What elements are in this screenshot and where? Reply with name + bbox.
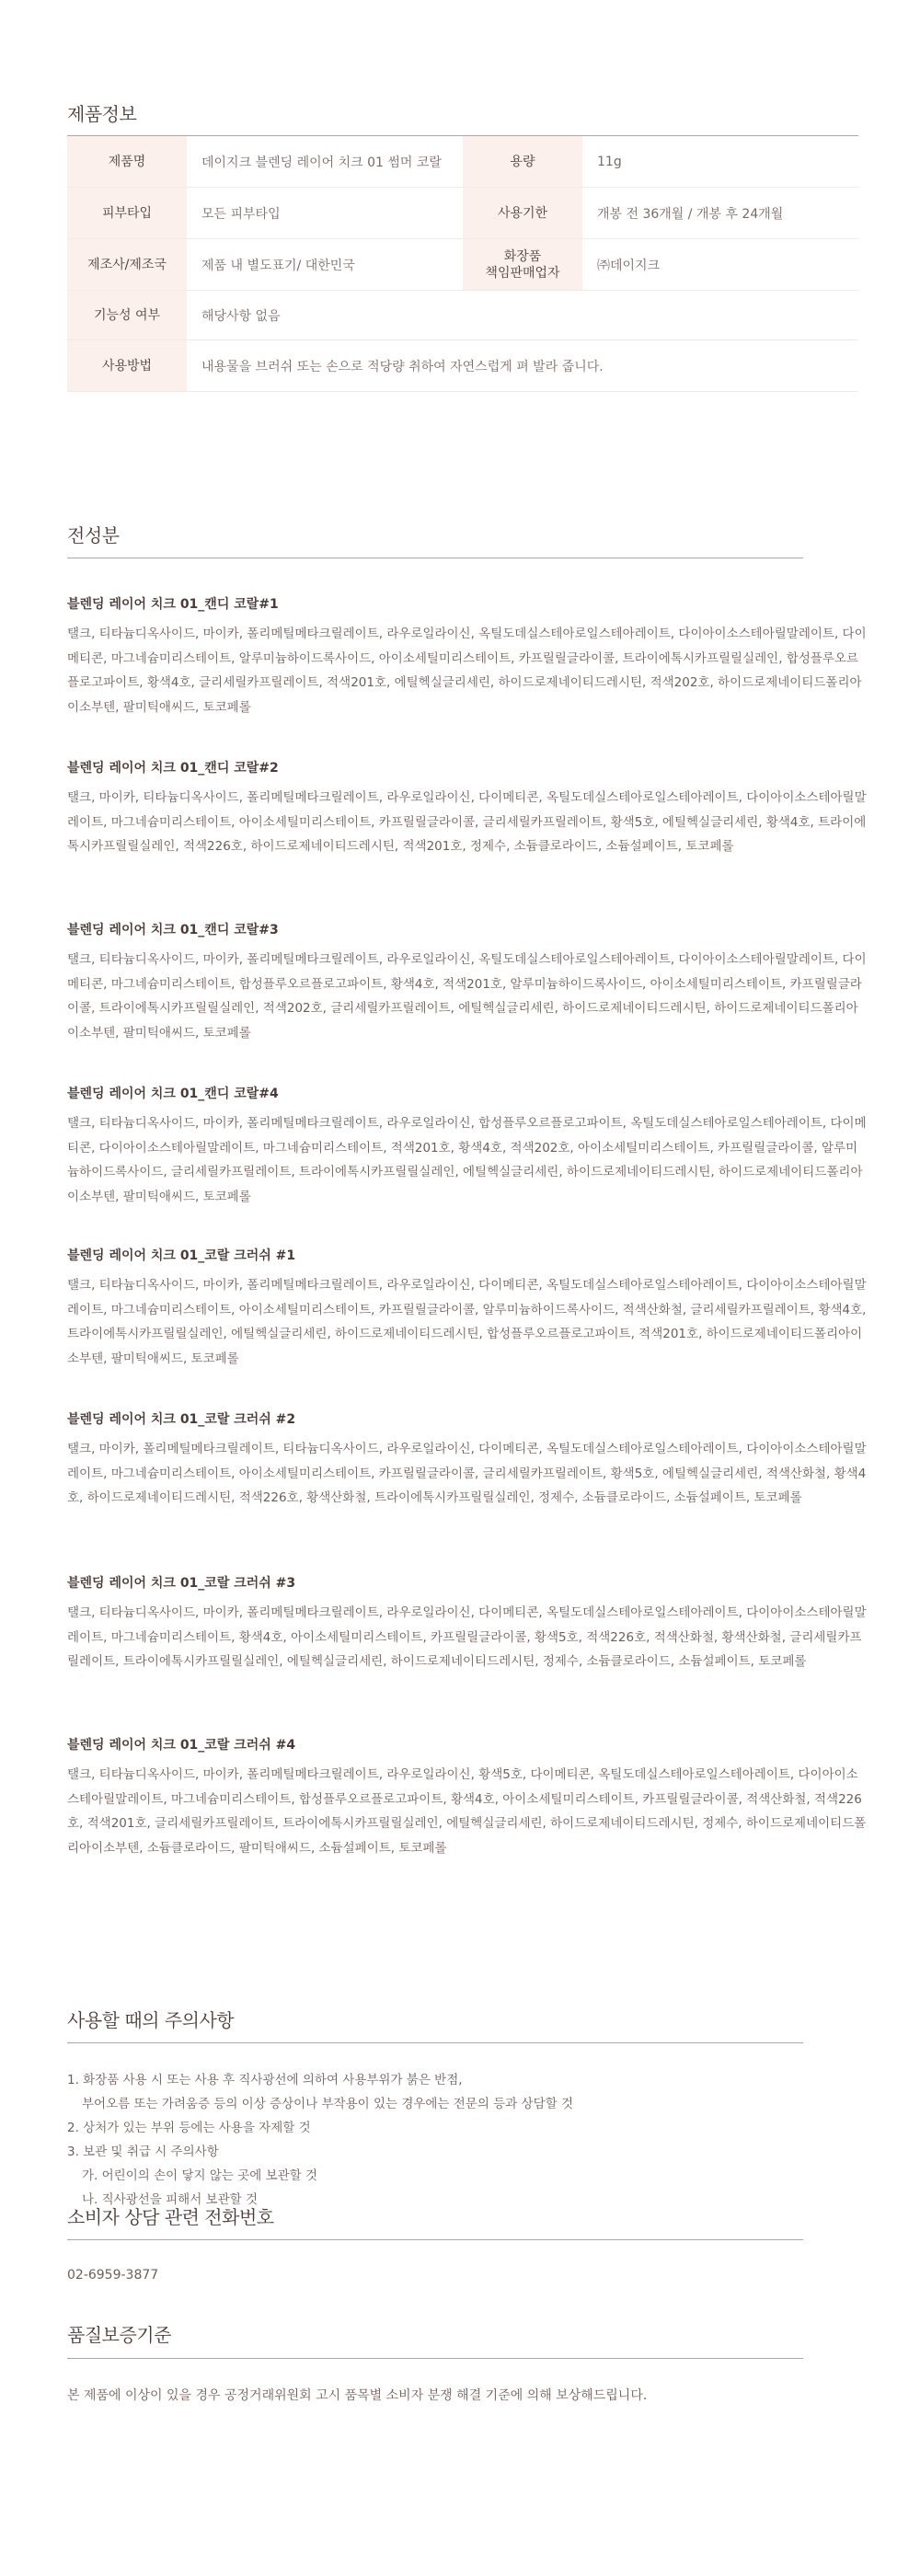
info-value: 해당사항 없음 — [201, 308, 281, 324]
ingredient-name: 블렌딩 레이어 치크 01_코랄 크러쉬 #2 — [67, 1412, 296, 1427]
ingredient-block — [67, 1084, 868, 1209]
ingredient-name: 블렌딩 레이어 치크 01_캔디 코랄#4 — [67, 1087, 279, 1101]
ingredient-block — [67, 1409, 868, 1511]
ingredient-list: 탤크, 티타늄디옥사이드, 마이카, 폴리메틸메타크릴레이트, 라우로일라이신, 옥틸도데실스테아로일스테아레이트, 다이아이소스테아릴말레이트, 다이메티콘, 마그네슘미리스테이트, 알루미늄하이드록사이드, 아이소세틸미리스테이트, 카프릴릴글라이콜, 트라이에톡시카프릴릴실레인, 합성플루오르플로고파이트, 황색4호, 글리세릴카프릴레이트, 적색201호, 에틸헥실글리세린, 하이드로제네이티드레시틴, 적색202호, 하이드로제네이티드폴리아이소부텐, 팔미틱애씨드, 토코페롤 — [67, 627, 867, 715]
info-label: 피부타입 — [67, 188, 187, 238]
info-label: 용량 — [463, 136, 582, 187]
caution-line: 3. 보관 및 취급 시 주의사항 — [67, 2145, 219, 2159]
info-row-manufacturer — [67, 239, 858, 291]
ingredient-block — [67, 1735, 868, 1860]
info-value: 모든 피부타입 — [201, 206, 281, 222]
phone-title: 소비자 상담 관련 전화번호 — [67, 2206, 274, 2228]
info-row-skin-type — [67, 188, 858, 239]
info-label: 제조사/제조국 — [67, 239, 187, 290]
info-row-usage — [67, 340, 858, 392]
ingredient-block — [67, 1246, 868, 1371]
quality-text: 본 제품에 이상이 있을 경우 공정거래위원회 고시 품목별 소비자 분쟁 해결 기준에 의해 보상해드립니다. — [67, 2388, 648, 2403]
quality-title: 품질보증기준 — [67, 2324, 171, 2346]
info-label: 제품명 — [67, 136, 187, 187]
ingredient-list: 탤크, 티타늄디옥사이드, 마이카, 폴리메틸메타크릴레이트, 라우로일라이신, 옥틸도데실스테아로일스테아레이트, 다이아이소스테아릴말레이트, 다이메티콘, 마그네슘미리스테이트, 합성플루오르플로고파이트, 황색4호, 적색201호, 알루미늄하이드록사이드, 아이소세틸미리스테이트, 카프릴릴글라이콜, 트라이에톡시카프릴릴실레인, 적색202호, 글리세릴카프릴레이트, 에틸헥실글리세린, 하이드로제네이티드레시틴, 하이드로제네이티드폴리아이소부텐, 팔미틱애씨드, 토코페롤 — [67, 952, 867, 1041]
info-row-functional — [67, 291, 858, 340]
ingredient-name: 블렌딩 레이어 치크 01_캔디 코랄#3 — [67, 923, 279, 937]
ingredient-list: 탤크, 마이카, 폴리메틸메타크릴레이트, 티타늄디옥사이드, 라우로일라이신, 다이메티콘, 옥틸도데실스테아로일스테아레이트, 다이아이소스테아릴말레이트, 마그네슘미리스테이트, 아이소세틸미리스테이트, 카프릴릴글라이콜, 글리세릴카프릴레이트, 황색5호, 에틸헥실글리세린, 적색산화철, 황색4호, 하이드로제네이티드레시틴, 적색226호, 황색산화철, 트라이에톡시카프릴릴실레인, 정제수, 소듐클로라이드, 소듐설페이트, 토코페롤 — [67, 1442, 867, 1505]
ingredient-list: 탤크, 티타늄디옥사이드, 마이카, 폴리메틸메타크릴레이트, 라우로일라이신, 다이메티콘, 옥틸도데실스테아로일스테아레이트, 다이아이소스테아릴말레이트, 마그네슘미리스테이트, 황색4호, 아이소세틸미리스테이트, 카프릴릴글라이콜, 황색5호, 적색226호, 적색산화철, 황색산화철, 글리세릴카프릴레이트, 트라이에톡시카프릴릴실레인, 에틸헥실글리세린, 하이드로제네이티드레시틴, 정제수, 소듐클로라이드, 소듐설페이트, 토코페롤 — [67, 1605, 867, 1669]
info-label: 화장품 책임판매업자 — [463, 239, 582, 290]
quality-divider — [67, 2358, 803, 2359]
caution-line: 가. 어린이의 손이 닿지 않는 곳에 보관할 것 — [82, 2168, 318, 2183]
info-label: 사용기한 — [463, 188, 582, 238]
caution-line: 2. 상처가 있는 부위 등에는 사용을 자제할 것 — [67, 2121, 311, 2135]
info-label: 기능성 여부 — [67, 291, 187, 339]
info-value: ㈜데이지크 — [597, 258, 661, 273]
caution-line: 나. 직사광선을 피해서 보관할 것 — [82, 2192, 258, 2207]
ingredient-list: 탤크, 마이카, 티타늄디옥사이드, 폴리메틸메타크릴레이트, 라우로일라이신, 다이메티콘, 옥틸도데실스테아로일스테아레이트, 다이아이소스테아릴말레이트, 마그네슘미리스테이트, 아이소세틸미리스테이트, 카프릴릴글라이콜, 글리세릴카프릴레이트, 황색5호, 에틸헥실글리세린, 황색4호, 트라이에톡시카프릴릴실레인, 적색226호, 하이드로제네이티드레시틴, 적색201호, 정제수, 소듐클로라이드, 소듐설페이트, 토코페롤 — [67, 790, 867, 854]
info-value: 데이지크 블렌딩 레이어 치크 01 썸머 코랄 — [201, 155, 442, 170]
ingredient-name: 블렌딩 레이어 치크 01_코랄 크러쉬 #1 — [67, 1248, 296, 1263]
ingredient-name: 블렌딩 레이어 치크 01_코랄 크러쉬 #4 — [67, 1738, 296, 1753]
info-row-product-name — [67, 136, 858, 188]
ingredient-block — [67, 920, 868, 1045]
ingredient-list: 탤크, 티타늄디옥사이드, 마이카, 폴리메틸메타크릴레이트, 라우로일라이신, 합성플루오르플로고파이트, 옥틸도데실스테아로일스테아레이트, 다이메티콘, 다이아이소스테아릴말레이트, 마그네슘미리스테이트, 적색201호, 황색4호, 적색202호, 아이소세틸미리스테이트, 카프릴릴글라이콜, 알루미늄하이드록사이드, 글리세릴카프릴레이트, 트라이에톡시카프릴릴실레인, 에틸헥실글리세린, 하이드로제네이티드레시틴, 하이드로제네이티드폴리아이소부텐, 팔미틱애씨드, 토코페롤 — [67, 1116, 867, 1204]
ingredient-name: 블렌딩 레이어 치크 01_캔디 코랄#2 — [67, 761, 279, 776]
info-value: 내용물을 브러쉬 또는 손으로 적당량 취하여 자연스럽게 펴 발라 줍니다. — [201, 359, 604, 374]
phone-divider — [67, 2239, 803, 2240]
caution-line: 1. 화장품 사용 시 또는 사용 후 직사광선에 의하여 사용부위가 붉은 반점, — [67, 2073, 463, 2087]
caution-divider — [67, 2042, 803, 2043]
caution-line: 부어오름 또는 가려움증 등의 이상 증상이나 부작용이 있는 경우에는 전문의 등과 상담할 것 — [82, 2097, 574, 2111]
phone-number: 02-6959-3877 — [67, 2268, 159, 2283]
ingredients-title: 전성분 — [67, 524, 120, 546]
info-value: 11g — [597, 154, 622, 169]
ingredient-block — [67, 1573, 868, 1674]
ingredient-list: 탤크, 티타늄디옥사이드, 마이카, 폴리메틸메타크릴레이트, 라우로일라이신, 황색5호, 다이메티콘, 옥틸도데실스테아로일스테아레이트, 다이아이소스테아릴말레이트, 마그네슘미리스테이트, 합성플루오르플로고파이트, 황색4호, 아이소세틸미리스테이트, 카프릴릴글라이콜, 적색산화철, 적색226호, 적색201호, 글리세릴카프릴레이트, 트라이에톡시카프릴릴실레인, 에틸헥실글리세린, 하이드로제네이티드레시틴, 정제수, 하이드로제네이티드폴리아이소부텐, 소듐클로라이드, 팔미틱애씨드, 소듐설페이트, 토코페롤 — [67, 1767, 867, 1856]
ingredient-block — [67, 758, 868, 859]
product-info-title: 제품정보 — [67, 103, 137, 125]
info-label: 사용방법 — [67, 340, 187, 391]
ingredient-name: 블렌딩 레이어 치크 01_캔디 코랄#1 — [67, 597, 279, 612]
ingredient-list: 탤크, 티타늄디옥사이드, 마이카, 폴리메틸메타크릴레이트, 라우로일라이신, 다이메티콘, 옥틸도데실스테아로일스테아레이트, 다이아이소스테아릴말레이트, 마그네슘미리스테이트, 아이소세틸미리스테이트, 카프릴릴글라이콜, 알루미늄하이드록사이드, 적색산화철, 글리세릴카프릴레이트, 황색4호, 트라이에톡시카프릴릴실레인, 에틸헥실글리세린, 하이드로제네이티드레시틴, 합성플루오르플로고파이트, 적색201호, 하이드로제네이티드폴리아이소부텐, 팔미틱애씨드, 토코페롤 — [67, 1278, 867, 1366]
ingredient-block — [67, 594, 868, 719]
ingredient-name: 블렌딩 레이어 치크 01_코랄 크러쉬 #3 — [67, 1576, 296, 1591]
caution-title: 사용할 때의 주의사항 — [67, 2009, 235, 2031]
info-value: 개봉 전 36개월 / 개봉 후 24개월 — [597, 206, 784, 222]
info-value: 제품 내 별도표기/ 대한민국 — [201, 258, 355, 273]
